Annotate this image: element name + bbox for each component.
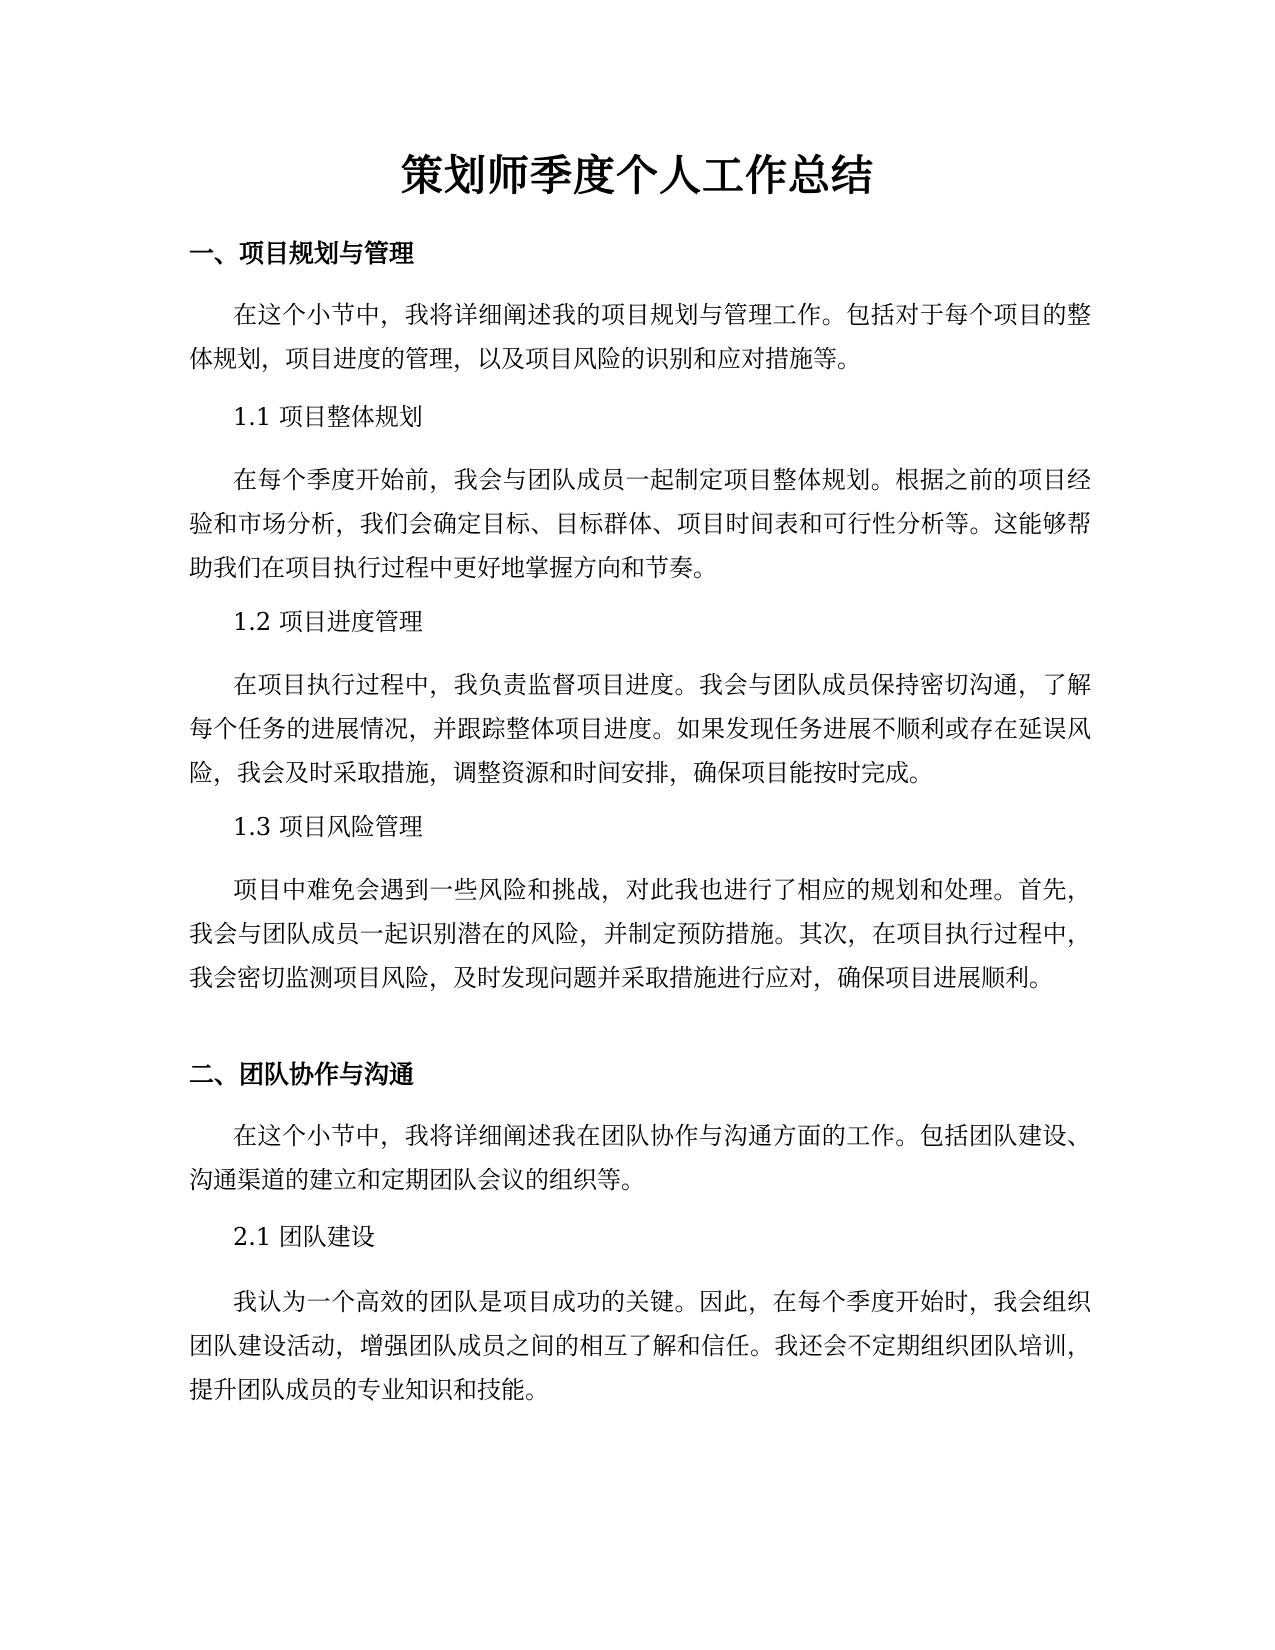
subsection-heading: 1.1 项目整体规划 <box>233 403 423 431</box>
section-intro-paragraph: 在这个小节中，我将详细阐述我在团队协作与沟通方面的工作。包括团队建设、沟通渠道的建立和定期团队会议的组织等。 <box>189 1122 1091 1194</box>
section-heading: 二、团队协作与沟通 <box>189 1060 415 1089</box>
body-paragraph: 在项目执行过程中，我负责监督项目进度。我会与团队成员保持密切沟通，了解每个任务的进展情况，并跟踪整体项目进度。如果发现任务进展不顺利或存在延误风险，我会及时采取措施，调整资源和时间安排，确保项目能按时完成。 <box>189 671 1091 787</box>
subsection-heading: 1.2 项目进度管理 <box>233 608 423 636</box>
body-paragraph: 我认为一个高效的团队是项目成功的关键。因此，在每个季度开始时，我会组织团队建设活动，增强团队成员之间的相互了解和信任。我还会不定期组织团队培训，提升团队成员的专业知识和技能。 <box>189 1288 1091 1404</box>
body-paragraph: 项目中难免会遇到一些风险和挑战，对此我也进行了相应的规划和处理。首先，我会与团队成员一起识别潜在的风险，并制定预防措施。其次，在项目执行过程中，我会密切监测项目风险，及时发现问题并采取措施进行应对，确保项目进展顺利。 <box>189 876 1091 992</box>
subsection-heading: 2.1 团队建设 <box>233 1223 375 1251</box>
body-paragraph: 在每个季度开始前，我会与团队成员一起制定项目整体规划。根据之前的项目经验和市场分析，我们会确定目标、目标群体、项目时间表和可行性分析等。这能够帮助我们在项目执行过程中更好地掌握方向和节奏。 <box>189 466 1091 582</box>
section-intro-paragraph: 在这个小节中，我将详细阐述我的项目规划与管理工作。包括对于每个项目的整体规划，项目进度的管理，以及项目风险的识别和应对措施等。 <box>189 301 1091 373</box>
subsection-heading: 1.3 项目风险管理 <box>233 813 423 841</box>
document-title: 策划师季度个人工作总结 <box>400 151 874 200</box>
section-heading: 一、项目规划与管理 <box>189 239 415 268</box>
